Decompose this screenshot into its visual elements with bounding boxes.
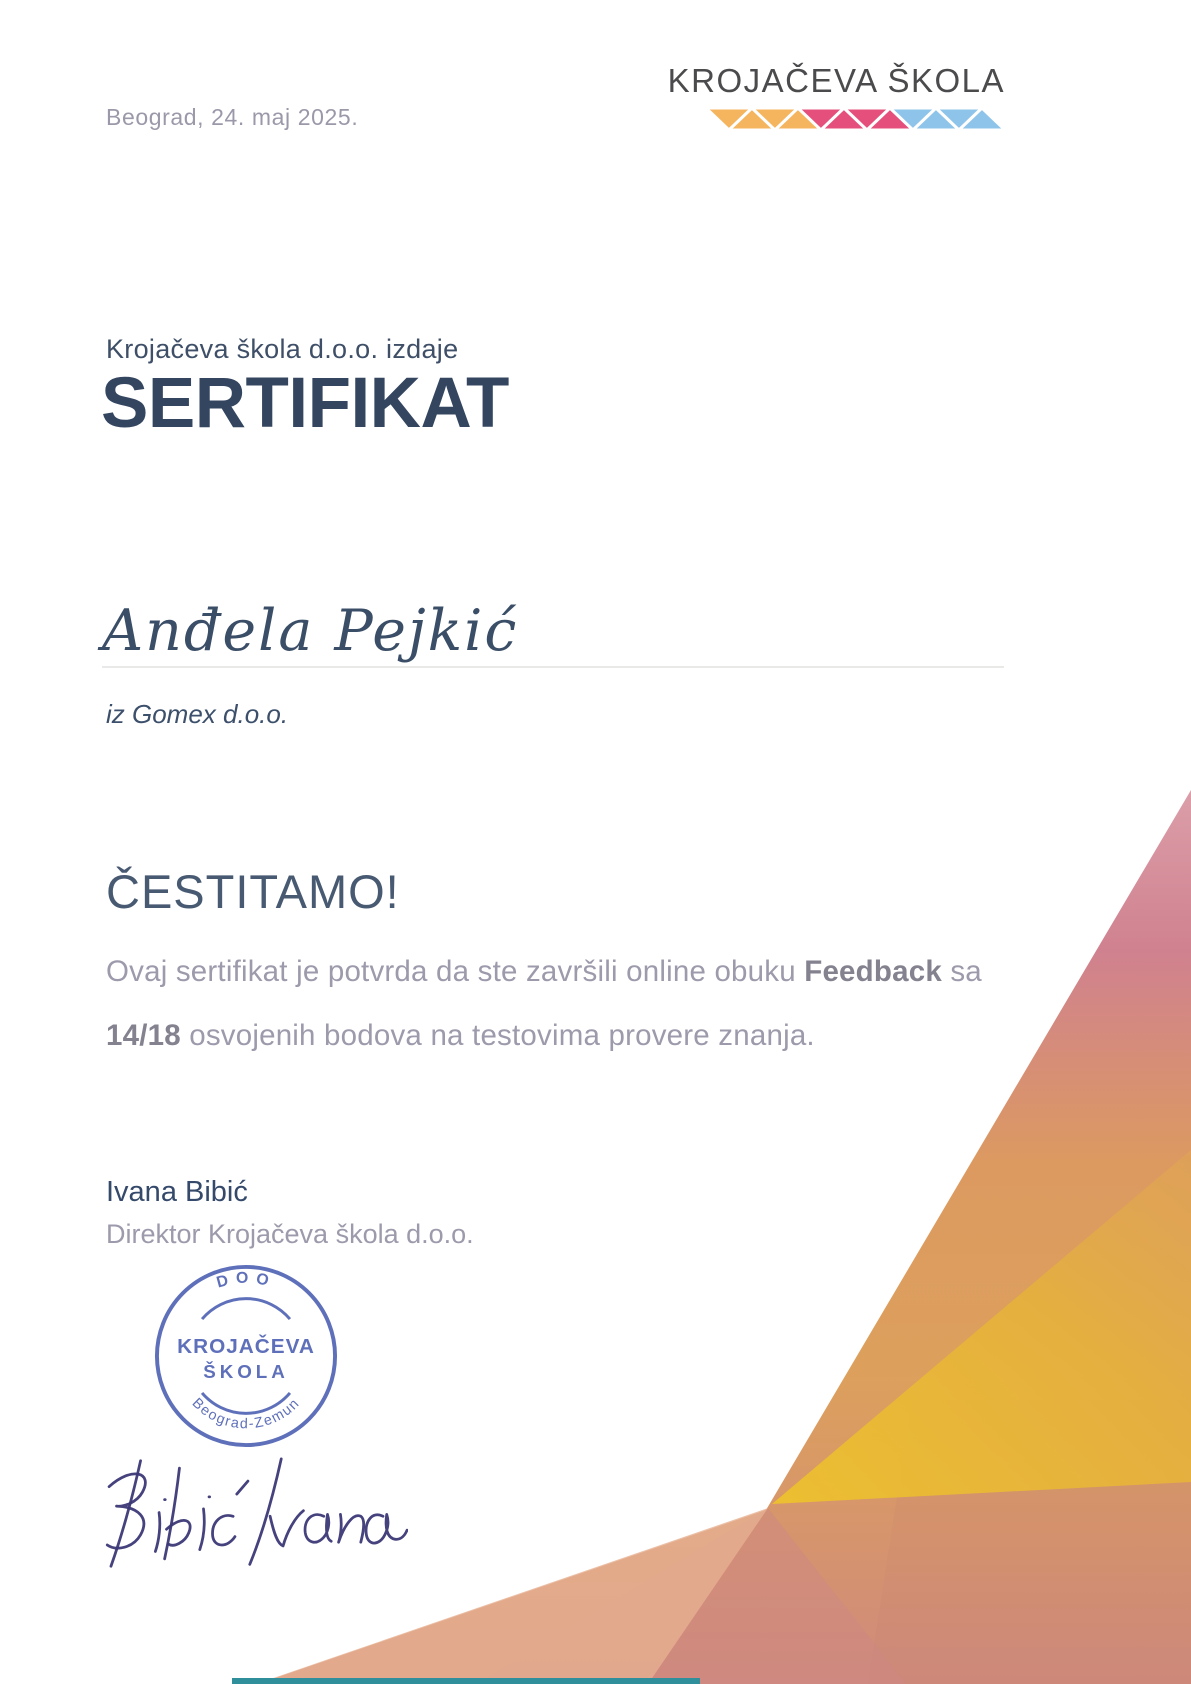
school-logo xyxy=(668,62,1005,131)
logo-wordmark: KROJAČEVA ŠKOLA xyxy=(667,62,1005,99)
date-text: Beograd, 24. maj 2025. xyxy=(106,104,359,130)
name-underline xyxy=(102,666,1004,668)
stamp-top-text: DOO xyxy=(214,1269,278,1292)
congrats-body xyxy=(106,940,1044,1069)
score-value: 14/18 xyxy=(106,1019,181,1053)
certificate-title: SERTIFIKAT xyxy=(101,364,509,443)
signer-role: Direktor Krojačeva škola d.o.o. xyxy=(106,1219,474,1249)
course-name: Feedback xyxy=(804,955,942,988)
signer-name: Ivana Bibić xyxy=(106,1176,248,1208)
stamp-center-line1: KROJAČEVA xyxy=(177,1335,315,1359)
congrats-heading: ČESTITAMO! xyxy=(106,865,400,918)
company-stamp xyxy=(152,1262,340,1450)
recipient-name: Anđela Pejkić xyxy=(102,598,519,664)
stamp-bottom-text: Beograd-Zemun xyxy=(188,1395,304,1433)
handwritten-signature xyxy=(98,1453,408,1574)
stamp-center-line2: ŠKOLA xyxy=(203,1360,289,1382)
recipient-company: iz Gomex d.o.o. xyxy=(106,699,289,729)
stamp-inner-arc-top xyxy=(202,1299,290,1319)
body-suffix: osvojenih bodova na testovima provere znanja. xyxy=(180,1019,815,1053)
body-connector: sa xyxy=(941,955,982,988)
body-prefix: Ovaj sertifikat je potvrda da ste završili online obuku xyxy=(106,955,805,988)
issuer-line: Krojačeva škola d.o.o. izdaje xyxy=(106,334,459,364)
logo-triangle-band-icon xyxy=(706,107,1005,131)
